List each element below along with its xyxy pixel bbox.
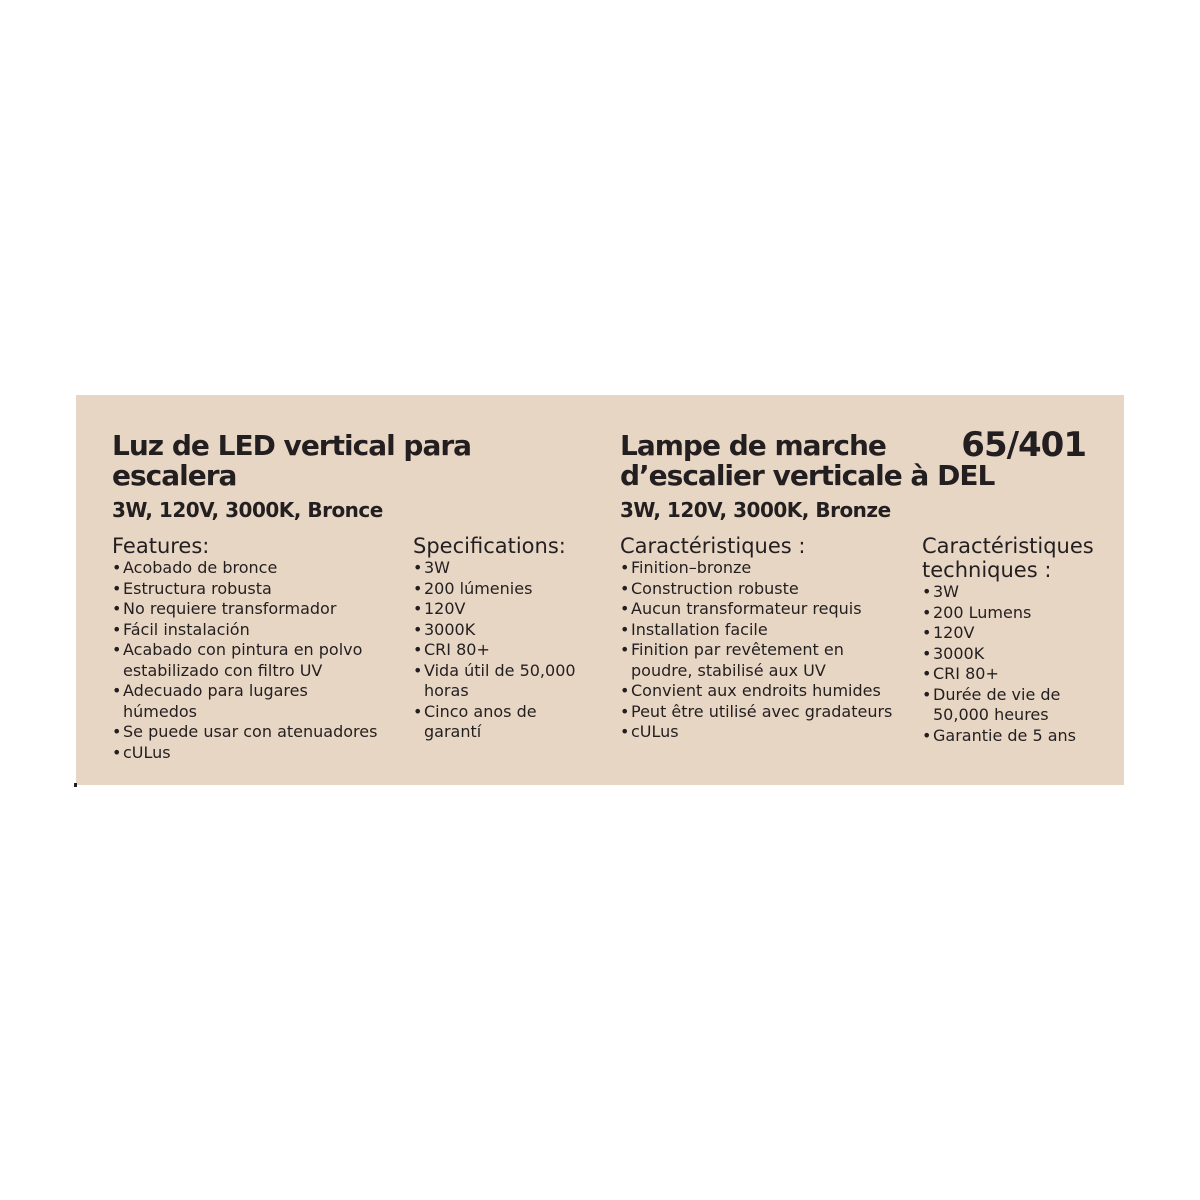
french-features-list [620,558,892,743]
list-item [620,620,892,641]
crop-mark [74,783,77,787]
spanish-title-line1: Luz de LED vertical para [112,429,472,462]
french-specs-heading-line1: Caractéristiques [922,534,1094,558]
list-item-text-continued: poudre, stabilisé aux UV [631,660,826,680]
list-item [922,603,1094,624]
list-item-text-continued: estabilizado con filtro UV [123,660,323,680]
list-item-text: • 120V [424,599,466,618]
list-item [112,558,377,579]
list-item-text: • cULus [123,742,171,762]
list-item-text: • CRI 80+ [424,640,490,659]
french-specs-section [922,534,1094,746]
spanish-features-heading: Features: [112,534,210,558]
list-item-text: • Finition par revêtement en [631,640,844,659]
list-item [922,623,1094,644]
list-item [112,722,377,743]
spanish-title-line2: escalera [112,459,237,492]
list-item-text: • Construction robuste [631,578,799,598]
list-item [413,558,576,579]
list-item [620,722,892,743]
list-item-text: • Aucun transformateur requis [631,599,862,618]
list-item [112,640,377,681]
list-item-text: • Convient aux endroits humides [631,681,881,700]
product-label-card [76,395,1124,785]
list-item [413,579,576,600]
list-item-text: • No requiere transformador [123,599,337,618]
spanish-specs-list [413,558,576,743]
list-item [112,620,377,641]
list-item-text: • 200 lúmenies [424,578,533,598]
list-item-text: • Durée de vie de [933,684,1061,704]
list-item-text: • 200 Lumens [933,602,1032,622]
list-item [413,702,576,743]
list-item-text: • cULus [631,722,679,741]
list-item [413,599,576,620]
french-features-section [620,534,892,743]
spanish-features-list [112,558,377,763]
french-features-heading: Caractéristiques : [620,534,806,558]
french-specs-list [922,582,1094,746]
spanish-title [112,431,471,491]
list-item-text: • Finition–bronze [631,558,752,577]
list-item [922,726,1094,747]
list-item-text: • Garantie de 5 ans [933,725,1077,745]
list-item [620,640,892,681]
list-item [922,582,1094,603]
list-item [112,599,377,620]
spanish-specs-heading: Specifications: [413,534,566,558]
list-item-text: • 3W [424,558,450,577]
list-item-text: • 3000K [424,619,476,639]
list-item [922,685,1094,726]
list-item-text: • CRI 80+ [933,664,999,683]
list-item [620,681,892,702]
list-item-text: • Estructura robusta [123,578,272,598]
list-item [922,664,1094,685]
list-item-text-continued: garantí [424,722,482,741]
list-item [112,681,377,722]
list-item [620,702,892,723]
list-item-text: • Acabado con pintura en polvo [123,640,363,659]
list-item [413,620,576,641]
list-item [620,599,892,620]
list-item-text: • 3W [933,582,959,601]
list-item-text: • Adecuado para lugares [123,681,308,700]
model-number: 65/401 [961,425,1086,465]
list-item [112,579,377,600]
list-item [620,579,892,600]
spanish-subtitle: 3W, 120V, 3000K, Bronce [112,498,383,522]
list-item-text: • Fácil instalación [123,619,250,639]
list-item [112,743,377,764]
french-title-line1: Lampe de marche [620,429,886,462]
list-item [922,644,1094,665]
spanish-specs-section [413,534,576,743]
list-item-text-continued: horas [424,681,469,700]
list-item-text: • Se puede usar con atenuadores [123,722,378,741]
french-title-line2: d’escalier verticale à DEL [620,459,995,492]
french-specs-heading-line2: techniques : [922,558,1052,582]
list-item-text: • 120V [933,623,975,642]
french-subtitle: 3W, 120V, 3000K, Bronze [620,498,891,522]
list-item-text: • Peut être utilisé avec gradateurs [631,701,893,721]
list-item-text: • 3000K [933,643,985,663]
list-item-text: • Installation facile [631,619,768,639]
spanish-features-section [112,534,377,763]
french-title [620,431,994,491]
list-item-text: • Cinco anos de [424,701,537,721]
list-item-text-continued: 50,000 heures [933,705,1049,724]
list-item [620,558,892,579]
list-item [413,661,576,702]
list-item-text: • Vida útil de 50,000 [424,660,576,680]
list-item-text: • Acobado de bronce [123,558,278,577]
list-item [413,640,576,661]
list-item-text-continued: húmedos [123,701,197,721]
